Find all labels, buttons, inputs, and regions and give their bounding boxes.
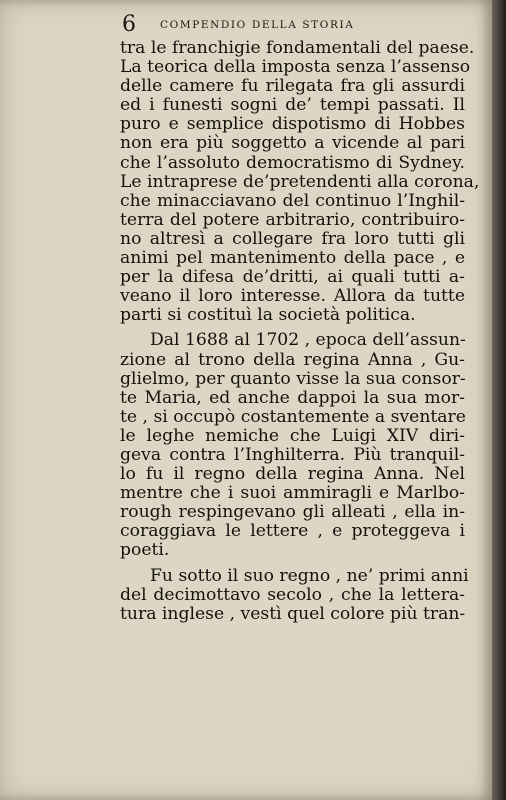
page-header xyxy=(122,14,462,36)
text-line: le leghe nemiche che Luigi XIV diri- xyxy=(120,425,465,446)
text-line: ed i funesti sogni de’ tempi passati. Il xyxy=(120,95,465,116)
text-line: che l’assoluto democratismo di Sydney. xyxy=(120,152,465,173)
text-line: non era più soggetto a vicende al pari xyxy=(120,133,465,154)
text-line: mentre che i suoi ammiragli e Marlbo- xyxy=(120,483,465,504)
text-line: Le intraprese de’pretendenti alla corona, xyxy=(120,171,480,192)
text-line: geva contra l’Inghilterra. Più tranquil- xyxy=(120,444,465,465)
text-line: coraggiava le lettere , e proteggeva i xyxy=(120,521,465,542)
text-line: no altresì a collegare fra loro tutti gli xyxy=(120,228,465,249)
text-line: rough respingevano gli alleati , ella in- xyxy=(120,502,465,523)
text-line: delle camere fu rilegata fra gli assurdi xyxy=(120,76,465,97)
text-line: poeti. xyxy=(120,540,170,561)
text-line: La teorica della imposta senza l’assenso xyxy=(120,57,471,78)
text-line: te , si occupò costantemente a sventare xyxy=(120,406,466,427)
text-line: per la difesa de’dritti, ai quali tutti a- xyxy=(120,267,465,288)
text-line: che minacciavano del continuo l’Inghil- xyxy=(120,190,465,211)
running-title: COMPENDIO DELLA STORIA xyxy=(160,19,355,31)
text-line: tra le franchigie fondamentali del paese. xyxy=(120,38,475,58)
text-line: glielmo, per quanto visse la sua consor- xyxy=(120,368,466,389)
paragraph-2 xyxy=(120,331,465,560)
text-line: Fu sotto il suo regno , ne’ primi anni xyxy=(150,565,469,586)
text-line: del decimottavo secolo , che la lettera- xyxy=(120,584,465,605)
text-line: animi pel mantenimento della pace , e xyxy=(120,248,465,269)
text-line: veano il loro interesse. Allora da tutte xyxy=(120,286,465,307)
text-line: zione al trono della regina Anna , Gu- xyxy=(120,349,465,370)
page-edge-shadow xyxy=(492,0,506,800)
page-number: 6 xyxy=(122,12,136,37)
paragraph-1 xyxy=(120,38,480,326)
text-line: tura inglese , vestì quel colore più tran- xyxy=(120,603,466,624)
paragraph-3 xyxy=(120,565,469,624)
text-line: lo fu il regno della regina Anna. Nel xyxy=(120,464,465,485)
body-text xyxy=(120,38,480,624)
text-line: Dal 1688 al 1702 , epoca dell’assun- xyxy=(150,330,466,351)
text-line: terra del potere arbitrario, contribuiro- xyxy=(120,209,465,230)
text-line: te Maria, ed anche dappoi la sua mor- xyxy=(120,387,465,408)
text-line: parti si costituì la società politica. xyxy=(120,305,416,326)
text-line: puro e semplice dispotismo di Hobbes xyxy=(120,114,465,135)
